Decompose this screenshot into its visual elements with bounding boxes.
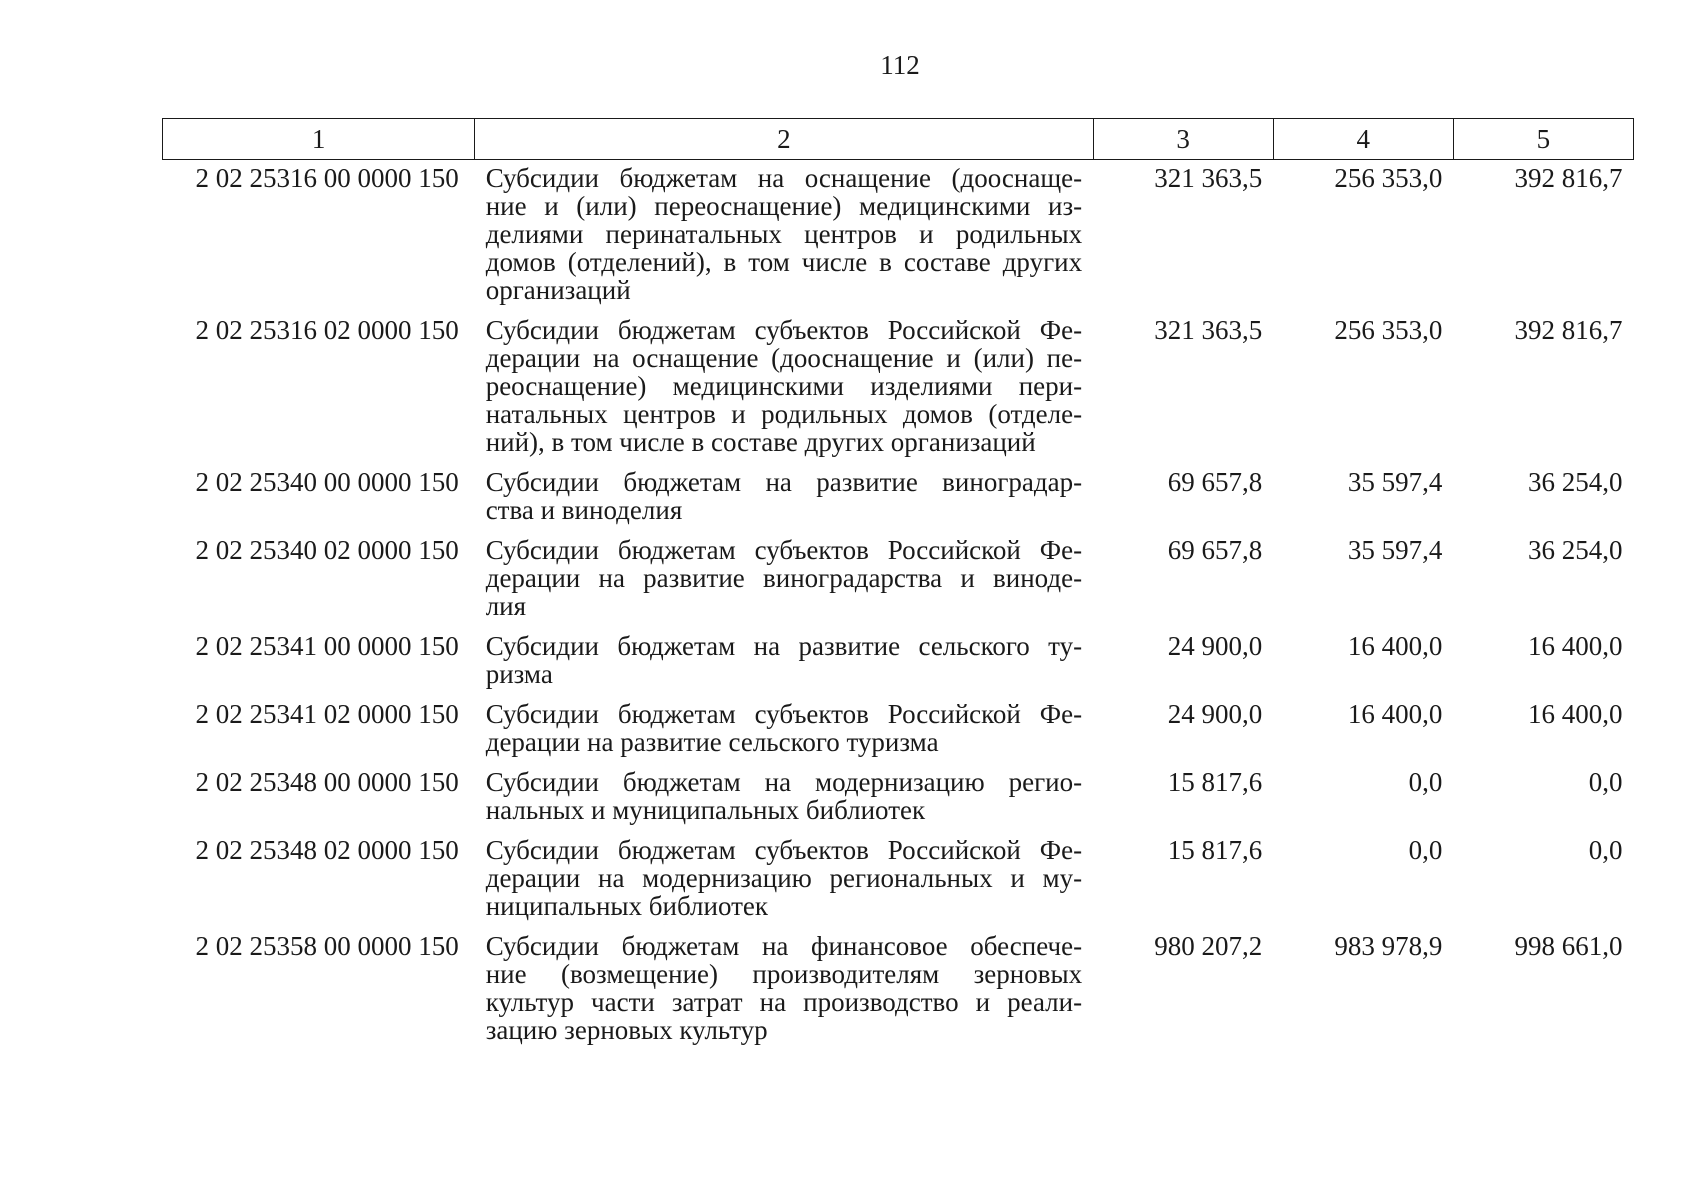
column-header-4: 4	[1273, 119, 1453, 160]
amount-column-3-cell: 24 900,0	[1167, 631, 1263, 661]
column-header-1: 1	[163, 119, 475, 160]
revenue-name-line: культур части затрат на производство и реали-	[485, 987, 1083, 1017]
amount-column-4-cell: 0,0	[1408, 835, 1443, 865]
amount-column-3-cell: 15 817,6	[1167, 835, 1263, 865]
revenue-name-line: зацию зерновых культур	[485, 1015, 768, 1045]
column-header-5: 5	[1453, 119, 1633, 160]
classification-code-cell: 2 02 25316 02 0000 150	[195, 315, 459, 345]
revenue-name-line: ние и (или) переоснащение) медицинскими из-	[485, 191, 1083, 221]
revenue-name-line: нальных и муниципальных библиотек	[485, 795, 926, 825]
revenue-name-cell	[475, 464, 1093, 532]
classification-code-cell: 2 02 25316 00 0000 150	[195, 163, 459, 193]
amount-column-5-cell: 392 816,7	[1514, 163, 1623, 193]
revenue-name-line: натальных центров и родильных домов (отделе-	[485, 399, 1083, 429]
table-row	[163, 464, 1634, 532]
table-row	[163, 532, 1634, 628]
amount-column-4-cell: 256 353,0	[1334, 315, 1443, 345]
amount-column-4-cell: 256 353,0	[1334, 163, 1443, 193]
revenue-name-cell	[475, 160, 1093, 313]
revenue-name-line: Субсидии бюджетам на оснащение (дооснаще-	[485, 163, 1083, 193]
revenue-name-cell	[475, 532, 1093, 628]
classification-code-cell: 2 02 25348 00 0000 150	[195, 767, 459, 797]
amount-column-4-cell: 35 597,4	[1347, 535, 1443, 565]
amount-column-5-cell: 36 254,0	[1528, 535, 1623, 565]
amount-column-3-cell: 321 363,5	[1154, 315, 1263, 345]
classification-code-cell: 2 02 25348 02 0000 150	[195, 835, 459, 865]
revenue-name-line: дерации на модернизацию региональных и му-	[485, 863, 1083, 893]
revenue-name-line: Субсидии бюджетам на финансовое обеспече-	[485, 931, 1083, 961]
amount-column-4-cell: 983 978,9	[1334, 931, 1443, 961]
amount-column-5-cell: 16 400,0	[1528, 699, 1623, 729]
table-header-row	[163, 119, 1634, 160]
table-row	[163, 764, 1634, 832]
revenue-name-cell	[475, 832, 1093, 928]
table-body	[163, 160, 1634, 1053]
table-row	[163, 628, 1634, 696]
classification-code-cell: 2 02 25341 02 0000 150	[195, 699, 459, 729]
amount-column-5-cell: 16 400,0	[1528, 631, 1623, 661]
revenue-name-cell	[475, 628, 1093, 696]
classification-code-cell: 2 02 25340 02 0000 150	[195, 535, 459, 565]
revenue-name-line: реоснащение) медицинскими изделиями пери-	[485, 371, 1083, 401]
amount-column-3-cell: 321 363,5	[1154, 163, 1263, 193]
amount-column-5-cell: 0,0	[1588, 835, 1623, 865]
amount-column-4-cell: 16 400,0	[1347, 631, 1443, 661]
revenue-name-cell	[475, 312, 1093, 464]
revenue-name-line: дерации на оснащение (дооснащение и (или) пе-	[485, 343, 1083, 373]
column-header-2: 2	[475, 119, 1093, 160]
revenue-name-line: организаций	[485, 275, 631, 305]
page-number: 112	[880, 50, 920, 80]
revenue-name-line: Субсидии бюджетам на развитие виноградар-	[485, 467, 1083, 497]
amount-column-3-cell: 69 657,8	[1167, 535, 1263, 565]
column-header-3: 3	[1093, 119, 1273, 160]
revenue-name-line: Субсидии бюджетам на развитие сельского ту-	[485, 631, 1083, 661]
amount-column-3-cell: 69 657,8	[1167, 467, 1263, 497]
revenue-name-line: ние (возмещение) производителям зерновых	[485, 959, 1083, 989]
revenue-name-line: дерации на развитие виноградарства и виноде-	[485, 563, 1083, 593]
table-row	[163, 696, 1634, 764]
revenue-name-line: ризма	[485, 659, 553, 689]
revenue-name-line: Субсидии бюджетам субъектов Российской Фе-	[485, 535, 1083, 565]
table-row	[163, 312, 1634, 464]
amount-column-5-cell: 0,0	[1588, 767, 1623, 797]
revenue-name-line: ниципальных библиотек	[485, 891, 769, 921]
revenue-name-cell	[475, 928, 1093, 1052]
revenue-name-line: делиями перинатальных центров и родильных	[485, 219, 1083, 249]
table-row	[163, 832, 1634, 928]
revenue-name-line: Субсидии бюджетам субъектов Российской Фе-	[485, 315, 1083, 345]
revenue-name-line: Субсидии бюджетам на модернизацию регио-	[485, 767, 1083, 797]
amount-column-5-cell: 36 254,0	[1528, 467, 1623, 497]
amount-column-4-cell: 35 597,4	[1347, 467, 1443, 497]
revenue-name-line: дерации на развитие сельского туризма	[485, 727, 939, 757]
amount-column-4-cell: 16 400,0	[1347, 699, 1443, 729]
amount-column-3-cell: 980 207,2	[1154, 931, 1263, 961]
revenue-name-cell	[475, 764, 1093, 832]
revenue-name-line: лия	[485, 591, 527, 621]
table-row	[163, 160, 1634, 313]
budget-revenue-table	[162, 118, 1634, 1052]
revenue-name-line: ний), в том числе в составе других организаций	[485, 427, 1036, 457]
revenue-name-line: Субсидии бюджетам субъектов Российской Фе-	[485, 699, 1083, 729]
table-row	[163, 928, 1634, 1052]
amount-column-3-cell: 24 900,0	[1167, 699, 1263, 729]
classification-code-cell: 2 02 25341 00 0000 150	[195, 631, 459, 661]
classification-code-cell: 2 02 25340 00 0000 150	[195, 467, 459, 497]
revenue-name-line: домов (отделений), в том числе в составе других	[485, 247, 1083, 277]
amount-column-5-cell: 998 661,0	[1514, 931, 1623, 961]
classification-code-cell: 2 02 25358 00 0000 150	[195, 931, 459, 961]
amount-column-3-cell: 15 817,6	[1167, 767, 1263, 797]
amount-column-5-cell: 392 816,7	[1514, 315, 1623, 345]
revenue-name-cell	[475, 696, 1093, 764]
revenue-name-line: ства и виноделия	[485, 495, 683, 525]
amount-column-4-cell: 0,0	[1408, 767, 1443, 797]
revenue-name-line: Субсидии бюджетам субъектов Российской Фе-	[485, 835, 1083, 865]
